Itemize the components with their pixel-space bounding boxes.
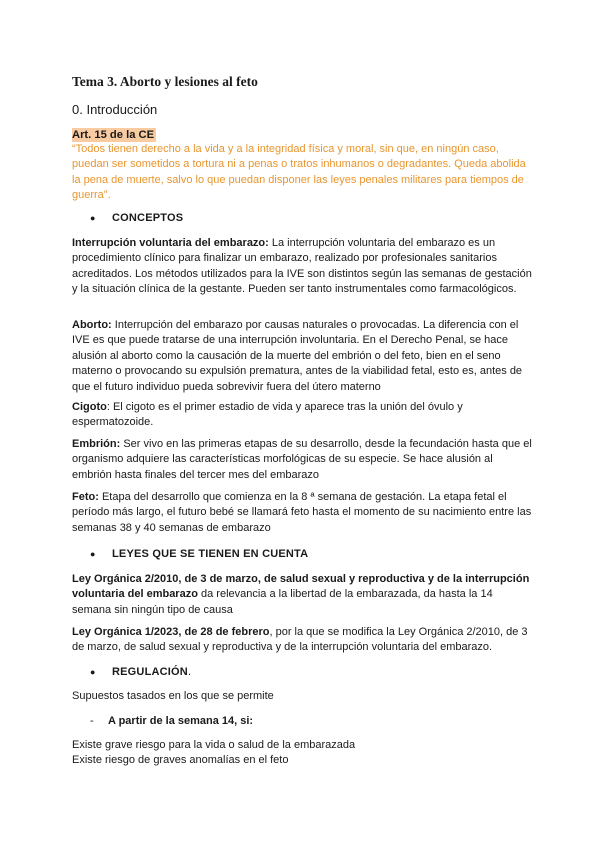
law-2023 [72, 625, 534, 656]
section-regulacion-period: . [187, 666, 192, 678]
concept-text: La interrupción voluntaria del embarazo es un procedimiento clínico para finalizar un embarazo, realizado por profesionales sanitarios acreditados. Los métodos utilizados para la IVE son distintos según las semanas de gestación y la situación clínica de la gestante. Pueden ser tanto instrumentales como farmacológicos. [72, 237, 532, 296]
law-text: , por la que se modifica la Ley Orgánica 2/2010, de 3 de marzo, de salud sexual y reproductiva y de la interrupción voluntaria del embarazo. [72, 626, 528, 654]
law-term: Ley Orgánica 1/2023, de 28 de febrero [72, 626, 270, 638]
concept-term: Cigoto [72, 401, 107, 413]
concept-aborto [72, 318, 534, 395]
concept-embrion [72, 437, 534, 483]
regulation-intro: Supuestos tasados en los que se permite [72, 690, 274, 702]
bullet-icon: ● [90, 549, 96, 559]
concept-term: Embrión: [72, 438, 121, 450]
section-regulacion [90, 666, 191, 678]
section-leyes-label: LEYES QUE SE TIENEN EN CUENTA [112, 548, 309, 560]
law-2010 [72, 572, 534, 618]
concept-feto [72, 490, 534, 536]
section-conceptos-label: CONCEPTOS [112, 212, 184, 224]
intro-heading: 0. Introducción [72, 102, 158, 117]
section-leyes [90, 548, 308, 560]
concept-term: Interrupción voluntaria del embarazo: [72, 237, 269, 249]
concept-cigoto [72, 400, 534, 431]
law-term: Ley Orgánica 2/2010, de 3 de marzo, de salud sexual y reproductiva y de la interrupción voluntaria del embarazo [72, 573, 530, 601]
bullet-icon: ● [90, 213, 96, 223]
dash-icon: - [90, 715, 94, 727]
concept-term: Feto: [72, 491, 99, 503]
concept-text: Etapa del desarrollo que comienza en la 8 ª semana de gestación. La etapa fetal el período más largo, el futuro bebé se llamará feto hasta el momento de su nacimiento entre las semanas 38 y 40 semanas de embarazo [72, 491, 532, 534]
regulation-subheading [90, 715, 253, 727]
concept-ive [72, 236, 534, 298]
concept-text: Ser vivo en las primeras etapas de su desarrollo, desde la fecundación hasta que el organismo adquiere las características morfológicas de su especie. Se hace alusión al embrión hasta finales del tercer mes del embarazo [72, 438, 532, 481]
bullet-icon: ● [90, 667, 96, 677]
regulation-subheading-label: A partir de la semana 14, si: [108, 715, 254, 727]
article-quote: “Todos tienen derecho a la vida y a la integridad física y moral, sin que, en ningún caso, puedan ser sometidos a tortura ni a penas o tratos inhumanos o degradantes. Queda abolida la pena de muerte, salvo lo que puedan disponer las leyes penales militares para tiempos de guerra”. [72, 143, 526, 202]
concept-term: Aborto: [72, 319, 112, 331]
section-conceptos [90, 212, 183, 224]
article-label: Art. 15 de la CE [72, 129, 155, 141]
section-regulacion-label: REGULACIÓN [112, 666, 188, 678]
document-title: Tema 3. Aborto y lesiones al feto [72, 74, 258, 89]
regulation-item: Existe grave riesgo para la vida o salud de la embarazada [72, 739, 356, 751]
concept-text: Interrupción del embarazo por causas naturales o provocadas. La diferencia con el IVE es que puede tratarse de una interrupción involuntaria. En el Derecho Penal, se hace alusión al aborto como la causación de la muerte del embrión o del feto, bien en el seno materno o provocando su expulsión prematura, antes de la viabilidad fetal, esto es, antes de que el futuro individuo pueda sobrevivir fuera del útero materno [72, 319, 523, 393]
regulation-item: Existe riesgo de graves anomalías en el feto [72, 754, 289, 766]
law-text: da relevancia a la libertad de la embarazada, da hasta la 14 semana sin ningún tipo de causa [72, 588, 493, 616]
concept-text: : El cigoto es el primer estadio de vida y aparece tras la unión del óvulo y espermatozoide. [72, 401, 463, 429]
